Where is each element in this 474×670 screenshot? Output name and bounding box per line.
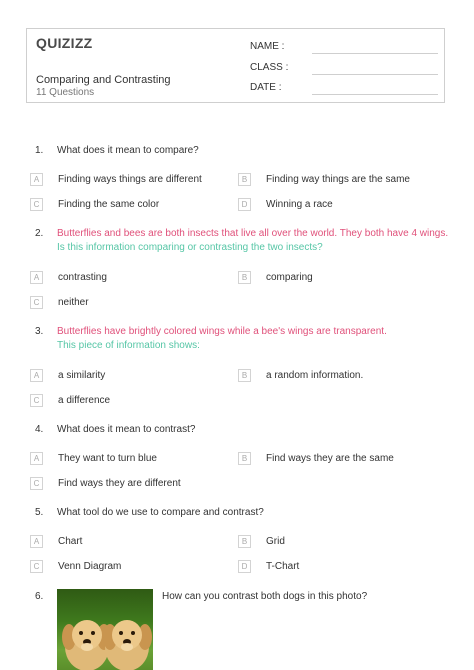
option-text: a difference	[58, 395, 111, 406]
question-number: 5.	[35, 507, 44, 518]
option-text: neither	[58, 297, 89, 308]
puppies-illustration	[57, 589, 153, 670]
question-text: Butterflies and bees are both insects that live all over the world. They both have 4 wings.	[57, 228, 449, 239]
option-letter-box: A	[30, 535, 43, 548]
option-letter-box: A	[30, 173, 43, 186]
option-text: Winning a race	[266, 199, 333, 210]
option-letter-box: C	[30, 296, 43, 309]
dogs-photo	[57, 589, 153, 670]
option-text: Find ways they are the same	[266, 453, 394, 464]
question-text: What does it mean to compare?	[57, 145, 199, 156]
option-text: T-Chart	[266, 561, 300, 572]
name-field[interactable]	[312, 53, 438, 54]
option-letter-box: B	[238, 369, 251, 382]
option-text: comparing	[266, 272, 313, 283]
option-text: They want to turn blue	[58, 453, 157, 464]
question-prompt: Is this information comparing or contrasting the two insects?	[57, 242, 323, 253]
option-letter-box: C	[30, 198, 43, 211]
option-text: Finding way things are the same	[266, 174, 410, 185]
question-number: 4.	[35, 424, 44, 435]
option-letter-box: B	[238, 173, 251, 186]
question-text: How can you contrast both dogs in this photo?	[162, 591, 368, 602]
question-count: 11 Questions	[36, 87, 95, 98]
option-letter-box: A	[30, 271, 43, 284]
option-text: Find ways they are different	[58, 478, 181, 489]
option-letter-box: B	[238, 535, 251, 548]
option-text: contrasting	[58, 272, 107, 283]
quizizz-logo: QUIZIZZ	[36, 35, 93, 51]
class-label: CLASS :	[250, 62, 289, 73]
option-letter-box: A	[30, 452, 43, 465]
class-field[interactable]	[312, 74, 438, 75]
date-field[interactable]	[312, 94, 438, 95]
question-number: 6.	[35, 591, 44, 602]
question-prompt: This piece of information shows:	[57, 340, 200, 351]
worksheet-header	[26, 28, 445, 103]
option-letter-box: A	[30, 369, 43, 382]
option-text: Venn Diagram	[58, 561, 122, 572]
question-text: What does it mean to contrast?	[57, 424, 196, 435]
name-label: NAME :	[250, 41, 285, 52]
option-letter-box: C	[30, 560, 43, 573]
option-text: Finding the same color	[58, 199, 160, 210]
option-letter-box: B	[238, 271, 251, 284]
option-letter-box: D	[238, 560, 251, 573]
option-text: a similarity	[58, 370, 106, 381]
worksheet-title: Comparing and Contrasting	[36, 74, 171, 86]
option-text: Finding ways things are different	[58, 174, 202, 185]
question-text: What tool do we use to compare and contrast?	[57, 507, 264, 518]
option-text: Grid	[266, 536, 285, 547]
question-number: 3.	[35, 326, 44, 337]
question-number: 2.	[35, 228, 44, 239]
option-letter-box: C	[30, 477, 43, 490]
option-letter-box: C	[30, 394, 43, 407]
option-letter-box: D	[238, 198, 251, 211]
option-text: a random information.	[266, 370, 364, 381]
question-number: 1.	[35, 145, 44, 156]
date-label: DATE :	[250, 82, 282, 93]
question-text: Butterflies have brightly colored wings while a bee's wings are transparent.	[57, 326, 387, 337]
option-text: Chart	[58, 536, 83, 547]
option-letter-box: B	[238, 452, 251, 465]
